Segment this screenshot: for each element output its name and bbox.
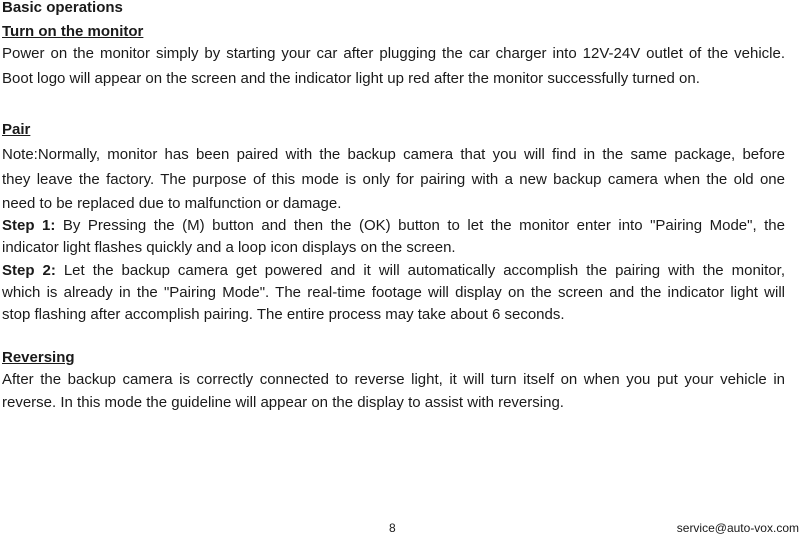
step2-text-1: Let the backup camera get powered and it will automatically accomplish the pairing with the monitor, — [55, 262, 785, 279]
section-heading-reversing: Reversing — [2, 349, 75, 366]
step2-line-3: stop flashing after accomplish pairing. The entire process may take about 6 seconds. — [2, 306, 565, 323]
reversing-line-1: After the backup camera is correctly connected to reverse light, it will turn itself on when you put your vehicle in — [2, 371, 785, 388]
step1-text-1: By Pressing the (M) button and then the (OK) button to let the monitor enter into "Pairing Mode", the — [55, 217, 785, 234]
step2-label: Step 2: — [2, 262, 56, 279]
page-title: Basic operations — [2, 0, 123, 16]
turn-on-paragraph-line-1: Power on the monitor simply by starting your car after plugging the car charger into 12V-24V outlet of the vehicle. — [2, 45, 785, 62]
step2-line-1 — [2, 262, 785, 280]
step1-label: Step 1: — [2, 217, 56, 234]
reversing-line-2: reverse. In this mode the guideline will appear on the display to assist with reversing. — [2, 394, 564, 411]
step1-line-2: indicator light flashes quickly and a loop icon displays on the screen. — [2, 239, 456, 256]
step1-line-1 — [2, 217, 785, 235]
section-heading-turn-on: Turn on the monitor — [2, 23, 144, 40]
pair-note-line-2: they leave the factory. The purpose of this mode is only for pairing with a new backup camera when the old one — [2, 171, 785, 188]
page-number: 8 — [389, 521, 396, 535]
footer-email: service@auto-vox.com — [676, 521, 799, 535]
pair-note-line-3: need to be replaced due to malfunction or damage. — [2, 195, 342, 212]
pair-note-line-1: Note:Normally, monitor has been paired with the backup camera that you will find in the same package, before — [2, 146, 785, 163]
section-heading-pair: Pair — [2, 121, 31, 138]
step2-line-2: which is already in the "Pairing Mode". The real-time footage will display on the screen and the indicator light will — [2, 284, 785, 301]
turn-on-paragraph-line-2: Boot logo will appear on the screen and the indicator light up red after the monitor successfully turned on. — [2, 70, 700, 87]
